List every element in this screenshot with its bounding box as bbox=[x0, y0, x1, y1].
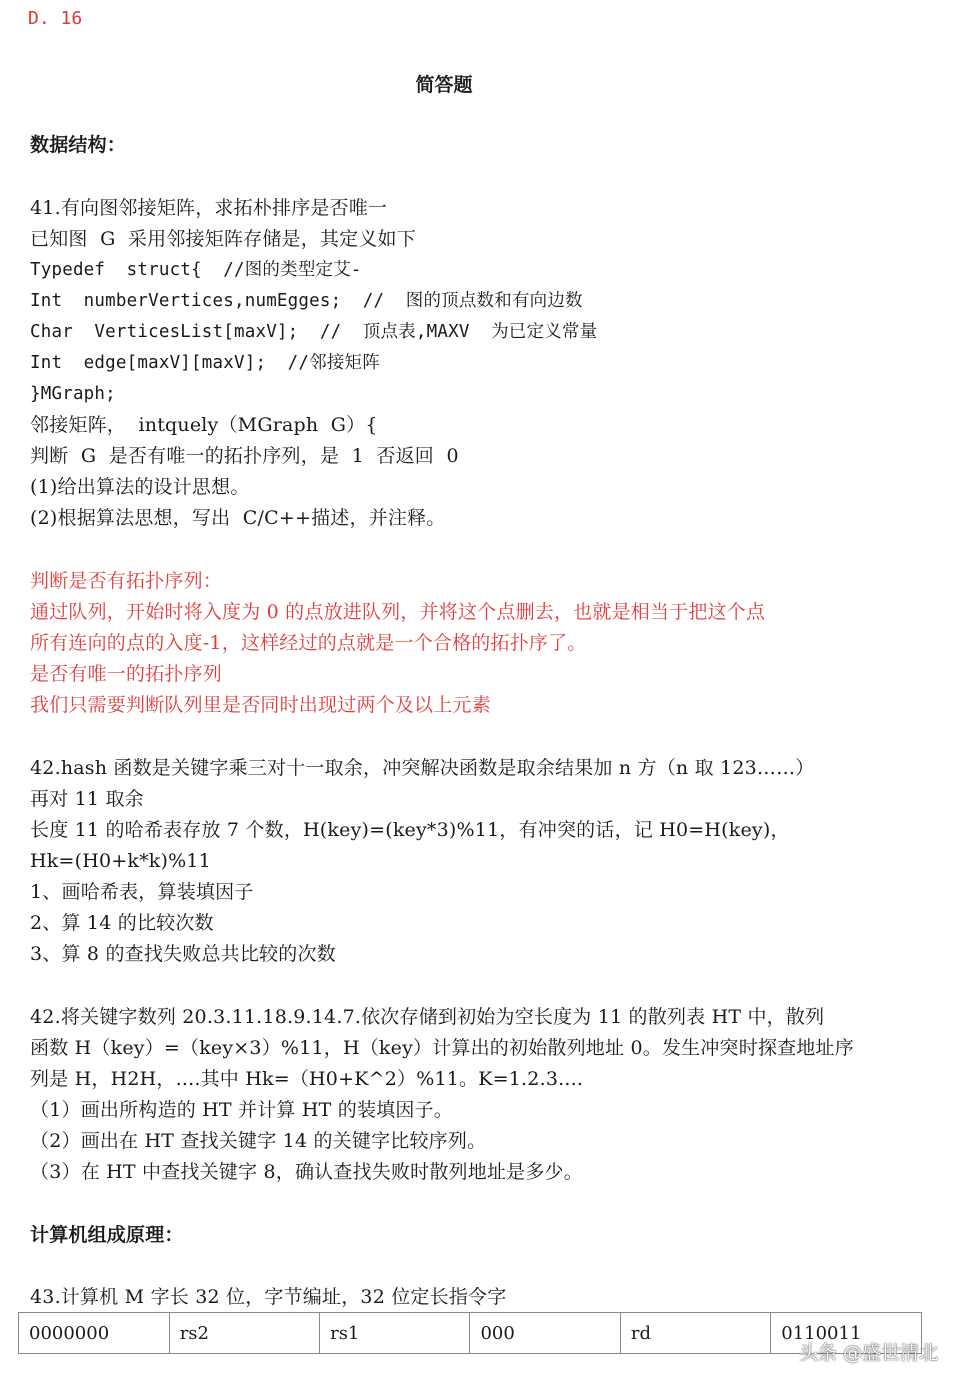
q41-line: (2)根据算法思想，写出 C/C++描述，并注释。 bbox=[30, 507, 446, 529]
ds-heading: 数据结构： bbox=[30, 134, 127, 156]
table-cell: rs1 bbox=[320, 1313, 470, 1354]
q41-line: 判断 G 是否有唯一的拓扑序列，是 1 否返回 0 bbox=[30, 445, 459, 467]
q42b-line: 列是 H，H2H，....其中 Hk=（H0+K^2）%11。K=1.2.3.... bbox=[30, 1068, 584, 1090]
q42a-line: 42.hash 函数是关键字乘三对十一取余，冲突解决函数是取余结果加 n 方（n 取 123……） bbox=[30, 757, 815, 779]
q41-line: Int edge[maxV][maxV]; //邻接矩阵 bbox=[30, 353, 380, 373]
q41-line: (1)给出算法的设计思想。 bbox=[30, 476, 250, 498]
watermark: 头条 @盛世清北 bbox=[798, 1342, 938, 1364]
q42a-line: 2、算 14 的比较次数 bbox=[30, 912, 214, 934]
q41-line: 已知图 G 采用邻接矩阵存储是，其定义如下 bbox=[30, 228, 416, 250]
q41-answer-line: 是否有唯一的拓扑序列 bbox=[30, 663, 223, 685]
q41-answer-line: 通过队列，开始时将入度为 0 的点放进队列，并将这个点删去，也就是相当于把这个点 bbox=[30, 601, 766, 623]
q41-line: Char VerticesList[maxV]; // 顶点表,MAXV 为已定义常量 bbox=[30, 322, 598, 342]
q42a-line: 3、算 8 的查找失败总共比较的次数 bbox=[30, 943, 336, 965]
q41-line: }MGraph; bbox=[30, 384, 116, 404]
q41-answer-line: 我们只需要判断队列里是否同时出现过两个及以上元素 bbox=[30, 694, 491, 716]
q42b-line: （1）画出所构造的 HT 并计算 HT 的装填因子。 bbox=[30, 1099, 453, 1121]
q41-line: Int numberVertices,numEgges; // 图的顶点数和有向边数 bbox=[30, 291, 583, 311]
q42a-line: 再对 11 取余 bbox=[30, 788, 144, 810]
q42b-line: 函数 H（key）=（key×3）%11，H（key）计算出的初始散列地址 0。发生冲突时探查地址序 bbox=[30, 1037, 854, 1059]
q42b-line: （2）画出在 HT 查找关键字 14 的关键字比较序列。 bbox=[30, 1130, 487, 1152]
q41-answer-line: 判断是否有拓扑序列： bbox=[30, 570, 223, 592]
q41-line: 邻接矩阵， intquely（MGraph G）{ bbox=[30, 414, 378, 436]
q43-title: 43.计算机 M 字长 32 位，字节编址，32 位定长指令字 bbox=[30, 1286, 507, 1308]
q41-line: Typedef struct{ //图的类型定艾- bbox=[30, 260, 362, 280]
q42a-line: 长度 11 的哈希表存放 7 个数，H(key)=(key*3)%11，有冲突的话，记 H0=H(key)， bbox=[30, 819, 790, 841]
q41-title: 41.有向图邻接矩阵，求拓朴排序是否唯一 bbox=[30, 197, 388, 219]
q41-answer-line: 所有连向的点的入度-1，这样经过的点就是一个合格的拓扑序了。 bbox=[30, 632, 587, 654]
q42b-line: 42.将关键字数列 20.3.11.18.9.14.7.依次存储到初始为空长度为 11 的散列表 HT 中，散列 bbox=[30, 1006, 825, 1028]
instruction-format-table bbox=[18, 1312, 922, 1354]
q42a-line: Hk=(H0+k*k)%11 bbox=[30, 850, 211, 872]
table-cell: rd bbox=[620, 1313, 770, 1354]
q42b-line: （3）在 HT 中查找关键字 8，确认查找失败时散列地址是多少。 bbox=[30, 1161, 583, 1183]
co-heading: 计算机组成原理： bbox=[30, 1224, 184, 1246]
table-cell: rs2 bbox=[169, 1313, 319, 1354]
table-row bbox=[19, 1313, 922, 1354]
table-cell: 000 bbox=[470, 1313, 620, 1354]
table-cell: 0110011 bbox=[771, 1313, 922, 1354]
section-title: 简答题 bbox=[415, 74, 473, 96]
q42a-line: 1、画哈希表，算装填因子 bbox=[30, 881, 254, 903]
table-cell: 0000000 bbox=[19, 1313, 170, 1354]
option-d: D. 16 bbox=[28, 8, 83, 29]
